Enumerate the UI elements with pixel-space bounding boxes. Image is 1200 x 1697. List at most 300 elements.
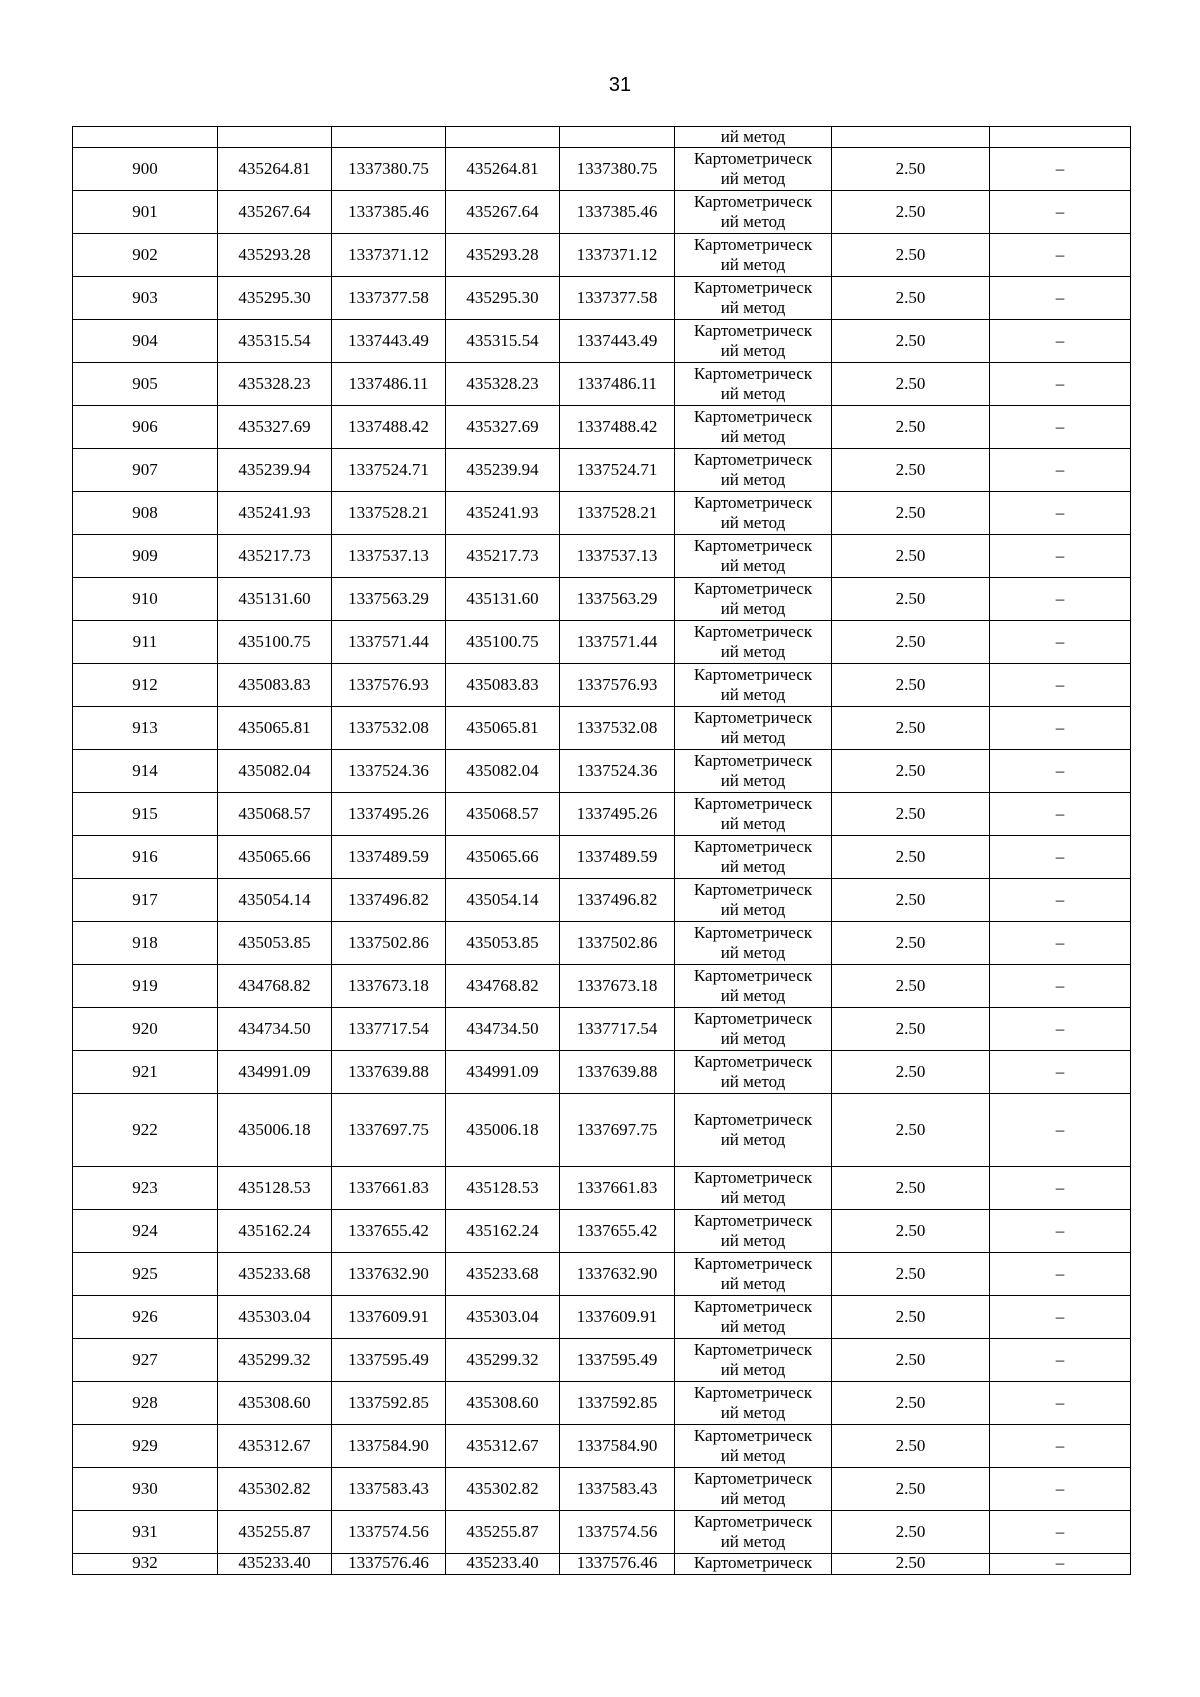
accuracy-cell: 2.50	[832, 621, 990, 664]
method-line-2: ий метод	[720, 1317, 786, 1336]
point-number-cell: 930	[73, 1468, 218, 1511]
accuracy-cell: 2.50	[832, 363, 990, 406]
method-line-2: ий метод	[720, 1029, 786, 1048]
x-new-cell: 435308.60	[446, 1382, 560, 1425]
accuracy-cell: 2.50	[832, 492, 990, 535]
method-line-1: Картометрическ	[693, 751, 813, 770]
x-new-cell: 435054.14	[446, 879, 560, 922]
point-number-cell: 905	[73, 363, 218, 406]
method-cell: Картометрическ	[675, 1554, 832, 1575]
method-cell	[675, 879, 832, 922]
method-line-2: ий метод	[720, 771, 786, 790]
method-line-2: ий метод	[720, 986, 786, 1005]
x-existing-cell: 435299.32	[218, 1339, 332, 1382]
y-new-cell: 1337576.93	[560, 664, 675, 707]
point-number-cell: 900	[73, 148, 218, 191]
x-new-cell: 435162.24	[446, 1210, 560, 1253]
x-existing-cell: 435100.75	[218, 621, 332, 664]
method-line-1: Картометрическ	[693, 450, 813, 469]
description-cell: –	[990, 707, 1131, 750]
y-new-cell: 1337584.90	[560, 1425, 675, 1468]
method-cell	[675, 320, 832, 363]
table-row	[73, 965, 1131, 1008]
x-existing-cell: 435162.24	[218, 1210, 332, 1253]
y-new-cell: 1337592.85	[560, 1382, 675, 1425]
y-new-cell: 1337528.21	[560, 492, 675, 535]
y-existing-cell: 1337717.54	[332, 1008, 446, 1051]
accuracy-cell: 2.50	[832, 535, 990, 578]
point-number-cell: 908	[73, 492, 218, 535]
method-line-1: Картометрическ	[693, 1469, 813, 1488]
method-line-2: ий метод	[720, 1446, 786, 1465]
point-number-cell: 922	[73, 1094, 218, 1167]
method-cell	[675, 1425, 832, 1468]
method-line-1: Картометрическ	[693, 1009, 813, 1028]
description-cell: –	[990, 922, 1131, 965]
x-new-cell: 435053.85	[446, 922, 560, 965]
y-existing-cell: 1337443.49	[332, 320, 446, 363]
table-row	[73, 664, 1131, 707]
coordinates-table	[72, 126, 1131, 1575]
table-row	[73, 1051, 1131, 1094]
y-existing-cell: 1337576.93	[332, 664, 446, 707]
description-cell: –	[990, 621, 1131, 664]
method-line-1: Картометрическ	[693, 1512, 813, 1531]
y-new-cell: 1337673.18	[560, 965, 675, 1008]
description-cell: –	[990, 191, 1131, 234]
method-line-2: ий метод	[720, 1231, 786, 1250]
y-new-cell: 1337595.49	[560, 1339, 675, 1382]
x-new-cell: 435065.66	[446, 836, 560, 879]
method-cell	[675, 1296, 832, 1339]
accuracy-cell: 2.50	[832, 965, 990, 1008]
page-number: 31	[608, 74, 632, 96]
point-number-cell: 932	[73, 1554, 218, 1575]
x-existing-cell: 435308.60	[218, 1382, 332, 1425]
accuracy-cell: 2.50	[832, 1468, 990, 1511]
table-row	[73, 1008, 1131, 1051]
method-cell	[675, 535, 832, 578]
method-line-2: ий метод	[720, 1403, 786, 1422]
x-existing-cell: 435082.04	[218, 750, 332, 793]
y-existing-cell: 1337524.36	[332, 750, 446, 793]
method-cell	[675, 449, 832, 492]
method-line-1: Картометрическ	[693, 966, 813, 985]
method-line-2: ий метод	[720, 427, 786, 446]
y-new-cell: 1337489.59	[560, 836, 675, 879]
table-row	[73, 406, 1131, 449]
x-new-cell: 435328.23	[446, 363, 560, 406]
y-existing-cell: 1337486.11	[332, 363, 446, 406]
method-cell	[675, 406, 832, 449]
method-cell	[675, 1339, 832, 1382]
x-existing-cell: 435293.28	[218, 234, 332, 277]
method-line-1: Картометрическ	[693, 364, 813, 383]
point-number-cell: 901	[73, 191, 218, 234]
description-cell: –	[990, 836, 1131, 879]
method-cell	[675, 191, 832, 234]
table-row-continuation	[73, 127, 1131, 148]
x-existing-cell: 435315.54	[218, 320, 332, 363]
method-line-2: ий метод	[720, 814, 786, 833]
x-existing-cell: 435053.85	[218, 922, 332, 965]
accuracy-cell: 2.50	[832, 1008, 990, 1051]
x-existing-cell: 434768.82	[218, 965, 332, 1008]
y-new-cell: 1337488.42	[560, 406, 675, 449]
x-new-cell: 435006.18	[446, 1094, 560, 1167]
method-cell	[675, 664, 832, 707]
method-cell	[675, 922, 832, 965]
table-row-partial	[73, 1554, 1131, 1575]
table-row	[73, 1210, 1131, 1253]
description-cell: –	[990, 793, 1131, 836]
point-number-cell: 921	[73, 1051, 218, 1094]
y-existing-cell: 1337661.83	[332, 1167, 446, 1210]
method-line-2: ий метод	[720, 1360, 786, 1379]
accuracy-cell: 2.50	[832, 1253, 990, 1296]
method-line-1: Картометрическ	[693, 235, 813, 254]
method-cell	[675, 148, 832, 191]
accuracy-cell: 2.50	[832, 922, 990, 965]
description-cell: –	[990, 1511, 1131, 1554]
method-cell	[675, 578, 832, 621]
table-row	[73, 1094, 1131, 1167]
table-row	[73, 234, 1131, 277]
x-new-cell: 435065.81	[446, 707, 560, 750]
table-row	[73, 492, 1131, 535]
method-line-1: Картометрическ	[693, 708, 813, 727]
method-line-1: Картометрическ	[693, 192, 813, 211]
y-new-cell: 1337717.54	[560, 1008, 675, 1051]
method-line-1: Картометрическ	[693, 149, 813, 168]
y-new-cell: 1337496.82	[560, 879, 675, 922]
description-cell: –	[990, 277, 1131, 320]
accuracy-cell: 2.50	[832, 578, 990, 621]
method-line-2: ий метод	[720, 900, 786, 919]
x-existing-cell: 435065.66	[218, 836, 332, 879]
method-cell	[675, 492, 832, 535]
point-number-cell: 925	[73, 1253, 218, 1296]
method-line-1: Картометрическ	[693, 622, 813, 641]
x-existing-cell: 435083.83	[218, 664, 332, 707]
method-cell	[675, 750, 832, 793]
table-row	[73, 621, 1131, 664]
accuracy-cell: 2.50	[832, 793, 990, 836]
x-new-cell: 435233.68	[446, 1253, 560, 1296]
point-number-cell: 913	[73, 707, 218, 750]
method-line-1: Картометрическ	[693, 1110, 813, 1129]
y-new-cell: 1337486.11	[560, 363, 675, 406]
description-cell: –	[990, 234, 1131, 277]
y-new-cell: 1337502.86	[560, 922, 675, 965]
description-cell: –	[990, 750, 1131, 793]
point-number-cell: 927	[73, 1339, 218, 1382]
y-existing-cell: 1337563.29	[332, 578, 446, 621]
y-existing-cell: 1337528.21	[332, 492, 446, 535]
point-number-cell: 926	[73, 1296, 218, 1339]
description-cell: –	[990, 148, 1131, 191]
method-line-1: Картометрическ	[693, 880, 813, 899]
method-line-1: Картометрическ	[693, 493, 813, 512]
x-existing-cell: 435312.67	[218, 1425, 332, 1468]
description-cell: –	[990, 1210, 1131, 1253]
method-cell	[675, 234, 832, 277]
accuracy-cell: 2.50	[832, 879, 990, 922]
y-existing-cell: 1337488.42	[332, 406, 446, 449]
method-line-2: ий метод	[720, 1188, 786, 1207]
x-new-cell: 435315.54	[446, 320, 560, 363]
x-existing-cell: 435303.04	[218, 1296, 332, 1339]
point-number-cell: 903	[73, 277, 218, 320]
method-line-2: ий метод	[720, 599, 786, 618]
x-existing-cell: 435233.40	[218, 1554, 332, 1575]
method-line-1: Картометрическ	[693, 1254, 813, 1273]
x-existing-cell: 435054.14	[218, 879, 332, 922]
y-existing-cell: 1337495.26	[332, 793, 446, 836]
y-existing-cell: 1337489.59	[332, 836, 446, 879]
description-cell: –	[990, 1296, 1131, 1339]
point-number-cell: 915	[73, 793, 218, 836]
method-line-1: Картометрическ	[693, 407, 813, 426]
x-new-cell: 434991.09	[446, 1051, 560, 1094]
description-cell: –	[990, 1008, 1131, 1051]
method-cell	[675, 277, 832, 320]
y-new-cell: 1337639.88	[560, 1051, 675, 1094]
point-number-cell: 909	[73, 535, 218, 578]
method-cell	[675, 1008, 832, 1051]
x-existing-cell: 435131.60	[218, 578, 332, 621]
y-new-cell: 1337576.46	[560, 1554, 675, 1575]
y-existing-cell: 1337385.46	[332, 191, 446, 234]
y-existing-cell: 1337584.90	[332, 1425, 446, 1468]
table-row	[73, 535, 1131, 578]
method-cell	[675, 1094, 832, 1167]
table-row	[73, 449, 1131, 492]
accuracy-cell: 2.50	[832, 449, 990, 492]
method-cell	[675, 1382, 832, 1425]
accuracy-cell: 2.50	[832, 1425, 990, 1468]
x-existing-cell: 435327.69	[218, 406, 332, 449]
table-row	[73, 1167, 1131, 1210]
point-number-cell: 916	[73, 836, 218, 879]
accuracy-cell: 2.50	[832, 1296, 990, 1339]
x-new-cell: 435068.57	[446, 793, 560, 836]
method-line-1: Картометрическ	[693, 665, 813, 684]
y-existing-cell: 1337377.58	[332, 277, 446, 320]
x-existing-cell: 435241.93	[218, 492, 332, 535]
point-number-cell: 912	[73, 664, 218, 707]
table-row	[73, 191, 1131, 234]
method-line-1: Картометрическ	[693, 1168, 813, 1187]
accuracy-cell: 2.50	[832, 234, 990, 277]
description-cell: –	[990, 578, 1131, 621]
point-number-cell: 907	[73, 449, 218, 492]
method-line-2: ий метод	[720, 513, 786, 532]
description-cell: –	[990, 535, 1131, 578]
method-line-2: ий метод	[720, 255, 786, 274]
table-row	[73, 1296, 1131, 1339]
y-new-cell: 1337495.26	[560, 793, 675, 836]
y-existing-cell: 1337655.42	[332, 1210, 446, 1253]
point-number-cell: 910	[73, 578, 218, 621]
x-new-cell: 435303.04	[446, 1296, 560, 1339]
method-line-1: Картометрическ	[693, 837, 813, 856]
x-existing-cell: 435233.68	[218, 1253, 332, 1296]
x-existing-cell: 435328.23	[218, 363, 332, 406]
x-existing-cell: 435264.81	[218, 148, 332, 191]
y-existing-cell: 1337532.08	[332, 707, 446, 750]
y-new-cell: 1337655.42	[560, 1210, 675, 1253]
x-new-cell: 435255.87	[446, 1511, 560, 1554]
point-number-cell: 920	[73, 1008, 218, 1051]
x-existing-cell: 435295.30	[218, 277, 332, 320]
method-line-1: Картометрическ	[693, 794, 813, 813]
table-row	[73, 1425, 1131, 1468]
y-existing-cell: 1337673.18	[332, 965, 446, 1008]
method-line-2: ий метод	[720, 1274, 786, 1293]
x-new-cell: 435299.32	[446, 1339, 560, 1382]
method-cell	[675, 1468, 832, 1511]
method-cell	[675, 1167, 832, 1210]
x-new-cell: 435312.67	[446, 1425, 560, 1468]
y-existing-cell: 1337371.12	[332, 234, 446, 277]
y-existing-cell: 1337571.44	[332, 621, 446, 664]
method-cell	[675, 1253, 832, 1296]
y-new-cell: 1337661.83	[560, 1167, 675, 1210]
description-cell: –	[990, 1554, 1131, 1575]
y-new-cell: 1337524.36	[560, 750, 675, 793]
method-line-2: ий метод	[720, 728, 786, 747]
method-line-2: ий метод	[720, 212, 786, 231]
description-cell: –	[990, 1253, 1131, 1296]
y-new-cell: 1337571.44	[560, 621, 675, 664]
table-row	[73, 1253, 1131, 1296]
description-cell: –	[990, 406, 1131, 449]
method-cell	[675, 621, 832, 664]
table-row	[73, 1468, 1131, 1511]
x-existing-cell: 435255.87	[218, 1511, 332, 1554]
x-new-cell: 434734.50	[446, 1008, 560, 1051]
description-cell: –	[990, 1339, 1131, 1382]
y-new-cell: 1337443.49	[560, 320, 675, 363]
accuracy-cell: 2.50	[832, 1094, 990, 1167]
y-existing-cell: 1337537.13	[332, 535, 446, 578]
method-line-2: ий метод	[720, 470, 786, 489]
table-row	[73, 277, 1131, 320]
x-new-cell: 435100.75	[446, 621, 560, 664]
method-line-1: Картометрическ	[693, 579, 813, 598]
method-line-2: ий метод	[720, 1130, 786, 1149]
method-line-1: Картометрическ	[693, 923, 813, 942]
accuracy-cell: 2.50	[832, 1210, 990, 1253]
x-new-cell: 435295.30	[446, 277, 560, 320]
y-new-cell: 1337609.91	[560, 1296, 675, 1339]
point-number-cell: 929	[73, 1425, 218, 1468]
table-row	[73, 148, 1131, 191]
y-existing-cell: 1337576.46	[332, 1554, 446, 1575]
point-number-cell: 904	[73, 320, 218, 363]
y-existing-cell: 1337632.90	[332, 1253, 446, 1296]
table-row	[73, 320, 1131, 363]
accuracy-cell: 2.50	[832, 406, 990, 449]
x-new-cell: 435083.83	[446, 664, 560, 707]
method-line-2: ий метод	[720, 1489, 786, 1508]
y-existing-cell: 1337595.49	[332, 1339, 446, 1382]
x-new-cell: 435302.82	[446, 1468, 560, 1511]
x-new-cell: 435233.40	[446, 1554, 560, 1575]
method-cell	[675, 793, 832, 836]
x-existing-cell: 435065.81	[218, 707, 332, 750]
accuracy-cell: 2.50	[832, 664, 990, 707]
point-number-cell: 906	[73, 406, 218, 449]
accuracy-cell: 2.50	[832, 320, 990, 363]
method-line-1: Картометрическ	[693, 1052, 813, 1071]
point-number-cell: 923	[73, 1167, 218, 1210]
description-cell: –	[990, 1167, 1131, 1210]
table-row	[73, 707, 1131, 750]
y-new-cell: 1337524.71	[560, 449, 675, 492]
table-row	[73, 836, 1131, 879]
x-new-cell: 435239.94	[446, 449, 560, 492]
description-cell: –	[990, 1382, 1131, 1425]
accuracy-cell: 2.50	[832, 1511, 990, 1554]
accuracy-cell: 2.50	[832, 1051, 990, 1094]
method-cell	[675, 965, 832, 1008]
y-new-cell: 1337385.46	[560, 191, 675, 234]
x-existing-cell: 435267.64	[218, 191, 332, 234]
x-new-cell: 434768.82	[446, 965, 560, 1008]
y-new-cell: 1337537.13	[560, 535, 675, 578]
accuracy-cell: 2.50	[832, 277, 990, 320]
y-existing-cell: 1337583.43	[332, 1468, 446, 1511]
table-row	[73, 363, 1131, 406]
method-line-2: ий метод	[720, 556, 786, 575]
table-row	[73, 750, 1131, 793]
method-line-2: ий метод	[720, 943, 786, 962]
point-number-cell: 902	[73, 234, 218, 277]
method-line-2: ий метод	[720, 169, 786, 188]
table-row	[73, 793, 1131, 836]
x-existing-cell: 435302.82	[218, 1468, 332, 1511]
description-cell: –	[990, 1094, 1131, 1167]
y-new-cell: 1337583.43	[560, 1468, 675, 1511]
description-cell: –	[990, 965, 1131, 1008]
description-cell: –	[990, 1425, 1131, 1468]
description-cell: –	[990, 492, 1131, 535]
accuracy-cell: 2.50	[832, 1382, 990, 1425]
table-row	[73, 1382, 1131, 1425]
y-existing-cell: 1337639.88	[332, 1051, 446, 1094]
accuracy-cell: 2.50	[832, 1167, 990, 1210]
x-existing-cell: 435217.73	[218, 535, 332, 578]
y-new-cell: 1337532.08	[560, 707, 675, 750]
y-existing-cell: 1337574.56	[332, 1511, 446, 1554]
table-row	[73, 879, 1131, 922]
x-existing-cell: 435239.94	[218, 449, 332, 492]
description-cell: –	[990, 879, 1131, 922]
table-row	[73, 1339, 1131, 1382]
method-line-2: ий метод	[720, 1532, 786, 1551]
y-new-cell: 1337371.12	[560, 234, 675, 277]
method-cell	[675, 1511, 832, 1554]
description-cell: –	[990, 320, 1131, 363]
accuracy-cell: 2.50	[832, 191, 990, 234]
accuracy-cell: 2.50	[832, 750, 990, 793]
accuracy-cell: 2.50	[832, 148, 990, 191]
table-row	[73, 922, 1131, 965]
description-cell: –	[990, 363, 1131, 406]
x-new-cell: 435293.28	[446, 234, 560, 277]
